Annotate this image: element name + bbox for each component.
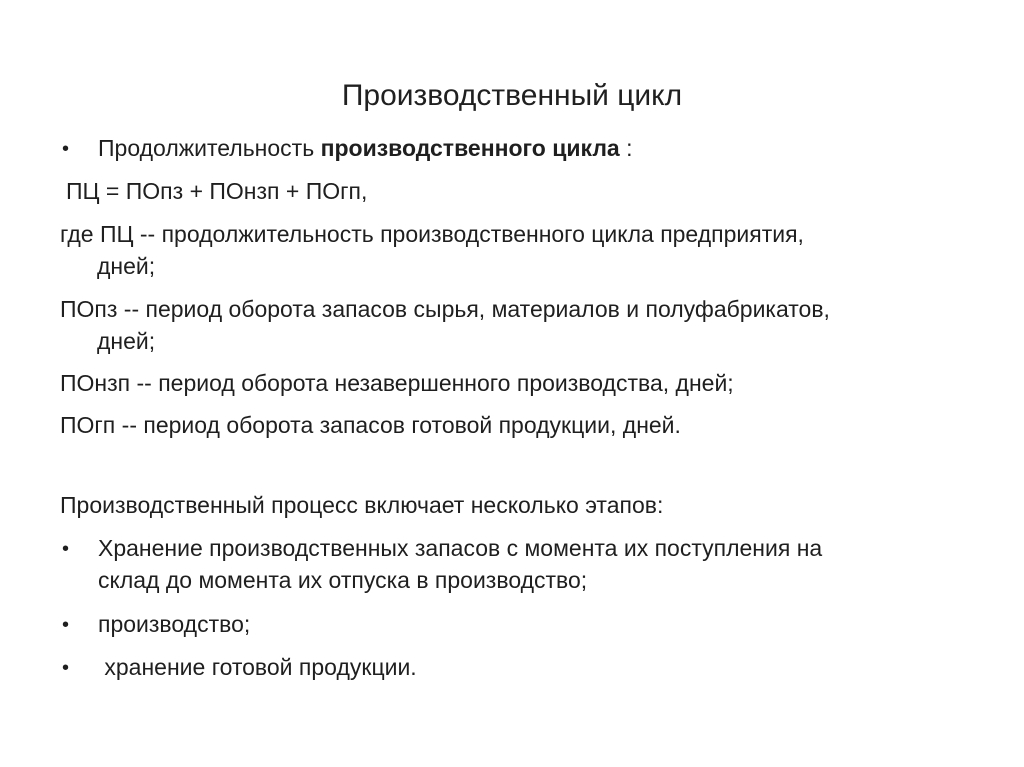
stage-item: хранение готовой продукции. bbox=[98, 654, 417, 680]
definition-line: ПОпз -- период оборота запасов сырья, материалов и полуфабрикатов, bbox=[60, 296, 830, 322]
definition-line: где ПЦ -- продолжительность производственного цикла предприятия, bbox=[60, 221, 804, 247]
bullet-icon: • bbox=[62, 538, 70, 560]
process-heading: Производственный процесс включает несколько этапов: bbox=[60, 492, 664, 518]
intro-text: Продолжительность bbox=[98, 135, 321, 161]
intro-bold-text: производственного цикла bbox=[320, 135, 620, 161]
stage-item: Хранение производственных запасов с момента их поступления на bbox=[98, 535, 823, 561]
definition-line-cont: дней; bbox=[97, 253, 156, 279]
bullet-icon: • bbox=[62, 614, 70, 636]
stage-item-cont: склад до момента их отпуска в производство; bbox=[98, 567, 588, 593]
slide-title: Производственный цикл bbox=[341, 79, 683, 112]
formula: ПЦ = ПОпз + ПОнзп + ПОгп, bbox=[66, 178, 368, 204]
stage-item: производство; bbox=[98, 611, 251, 637]
intro-line bbox=[98, 132, 633, 164]
definition-line: ПОгп -- период оборота запасов готовой продукции, дней. bbox=[60, 412, 681, 438]
bullet-icon: • bbox=[62, 138, 70, 160]
definition-line: ПОнзп -- период оборота незавершенного производства, дней; bbox=[60, 370, 734, 396]
definition-line-cont: дней; bbox=[97, 328, 156, 354]
bullet-icon: • bbox=[62, 657, 70, 679]
intro-end: : bbox=[619, 135, 633, 161]
